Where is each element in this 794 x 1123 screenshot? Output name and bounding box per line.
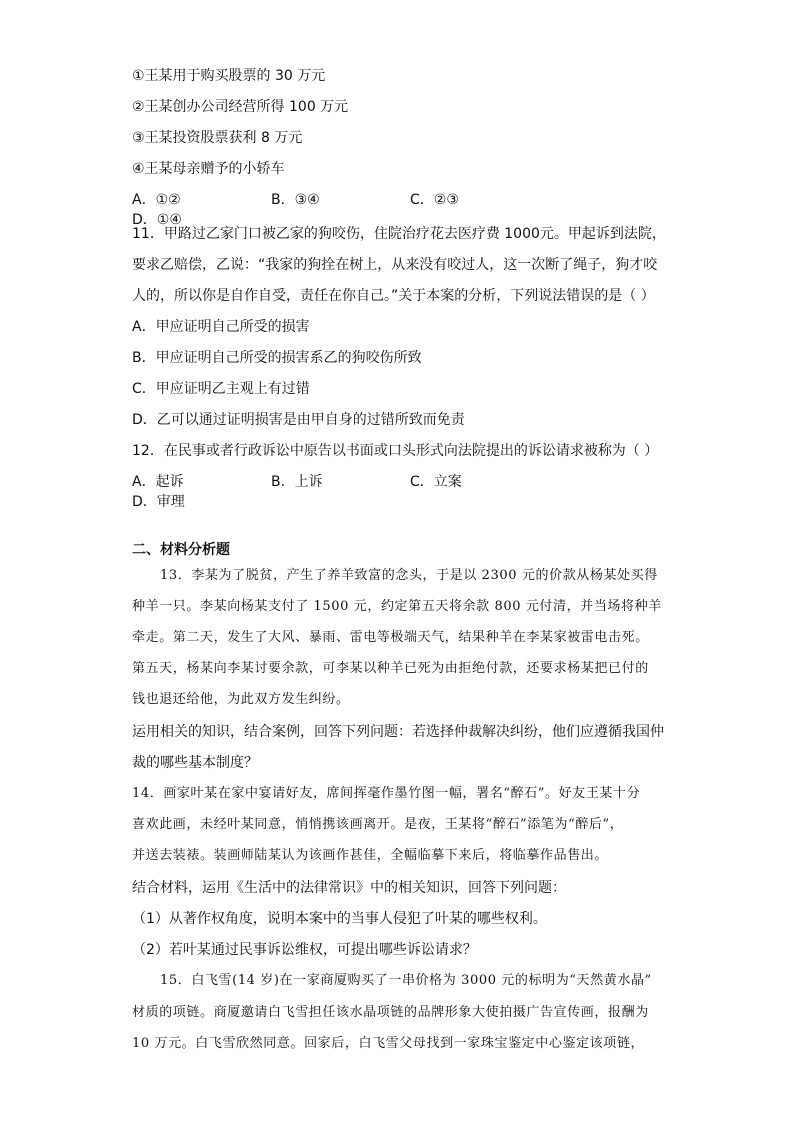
q10-option-a: A．①② <box>132 192 181 208</box>
q15-material-line-1: 15．白飞雪(14 岁)在一家商厦购买了一串价格为 3000 元的标明为“天然黄水晶” <box>160 973 652 988</box>
q14-material-line-2: 喜欢此画，未经叶某同意，悄悄携该画离开。是夜，王某将“醉石”添笔为“醉后”， <box>132 817 624 832</box>
q11-stem-line-2: 要求乙赔偿，乙说：“我家的狗拴在树上，从来没有咬过人，这一次断了绳子，狗才咬 <box>132 257 658 273</box>
q13-material-line-2: 种羊一只。李某向杨某支付了 1500 元，约定第五天将余款 800 元付清，并当场将种羊 <box>132 599 662 614</box>
q12-option-b: B．上诉 <box>271 474 323 490</box>
q11-option-d: D．乙可以通过证明损害是由甲自身的过错所致而免责 <box>132 412 465 428</box>
q10-item-4: ④王某母亲赠予的小轿车 <box>132 161 285 177</box>
q11-option-b: B．甲应证明自己所受的损害系乙的狗咬伤所致 <box>132 350 422 366</box>
q14-material-line-1: 14．画家叶某在家中宴请好友，席间挥毫作墨竹图一幅，署名“醉石”。好友王某十分 <box>132 786 641 801</box>
q10-item-3: ③王某投资股票获利 8 万元 <box>132 130 303 146</box>
q10-item-1: ①王某用于购买股票的 30 万元 <box>132 68 326 84</box>
q10-option-b: B．③④ <box>271 192 320 208</box>
q15-material-line-2: 材质的项链。商厦邀请白飞雪担任该水晶项链的品牌形象大使拍摄广告宣传画，报酬为 <box>132 1005 649 1020</box>
q13-material-line-4: 第五天，杨某向李某讨要余款，可李某以种羊已死为由拒绝付款，还要求杨某把已付的 <box>132 661 649 676</box>
q10-option-d: D．①④ <box>132 212 182 228</box>
q13-material-line-5: 钱也退还给他，为此双方发生纠纷。 <box>132 692 350 707</box>
q15-material-line-3: 10 万元。白飞雪欣然同意。回家后，白飞雪父母找到一家珠宝鉴定中心鉴定该项链， <box>132 1036 645 1051</box>
q11-stem-line-1: 11．甲路过乙家门口被乙家的狗咬伤，住院治疗花去医疗费 1000元。甲起诉到法院， <box>132 226 666 242</box>
q11-stem-line-3: 人的，所以你是自作自受，责任在你自己。”关于本案的分析，下列说法错误的是（ ） <box>132 288 655 304</box>
q10-item-2: ②王某创办公司经营所得 100 万元 <box>132 99 349 115</box>
q11-option-a: A．甲应证明自己所受的损害 <box>132 319 310 335</box>
q13-material-line-3: 牵走。第二天，发生了大风、暴雨、雷电等极端天气，结果种羊在李某家被雷电击死。 <box>132 630 649 645</box>
q14-material-line-3: 并送去装裱。装画师陆某认为该画作甚佳，全幅临摹下来后，将临摹作品售出。 <box>132 848 609 863</box>
q12-stem: 12．在民事或者行政诉讼中原告以书面或口头形式向法院提出的诉讼请求被称为（ ） <box>132 443 659 459</box>
q12-option-d: D．审理 <box>132 494 185 510</box>
q12-option-c: C．立案 <box>410 474 462 490</box>
q12-options <box>132 472 652 512</box>
q14-subquestion-2: （2）若叶某通过民事诉讼维权，可提出哪些诉讼请求？ <box>132 942 477 958</box>
q13-material-line-1: 13．李某为了脱贫，产生了养羊致富的念头，于是以 2300 元的价款从杨某处买得 <box>160 568 658 583</box>
q14-subquestion-1: （1）从著作权角度，说明本案中的当事人侵犯了叶某的哪些权利。 <box>132 911 547 927</box>
q10-option-c: C．②③ <box>410 192 459 208</box>
q13-question-line-1: 运用相关的知识，结合案例，回答下列问题：若选择仲裁解决纠纷，他们应遵循我国仲 <box>132 724 664 740</box>
section-heading: 二、材料分析题 <box>132 542 230 558</box>
q14-question: 结合材料，运用《生活中的法律常识》中的相关知识，回答下列问题： <box>132 880 566 896</box>
q11-option-c: C．甲应证明乙主观上有过错 <box>132 381 310 397</box>
q13-question-line-2: 裁的哪些基本制度？ <box>132 755 258 771</box>
q12-option-a: A．起诉 <box>132 474 184 490</box>
